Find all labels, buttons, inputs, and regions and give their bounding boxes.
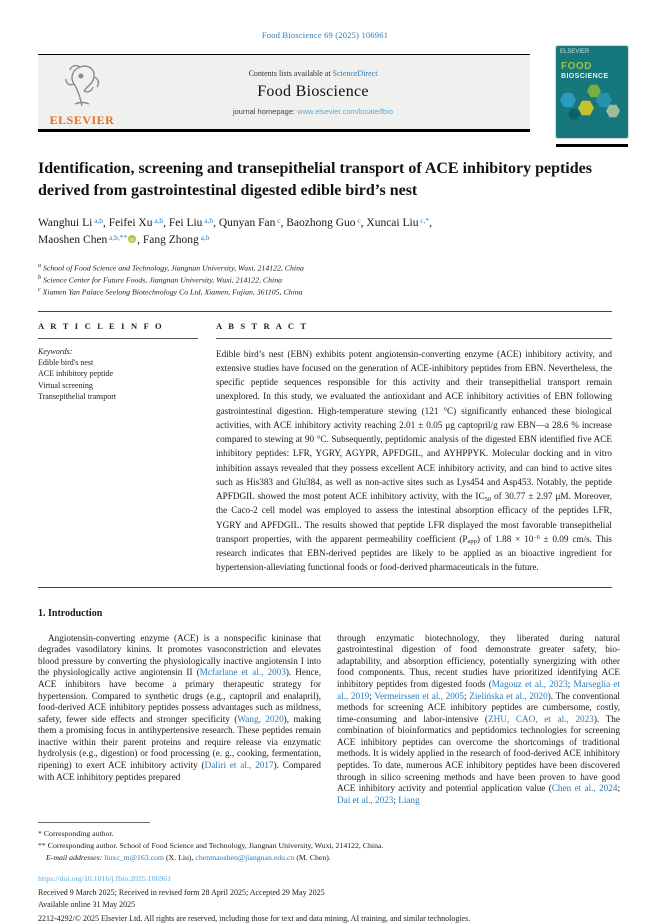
email-link[interactable]: chenmaoshen@jiangnan.edu.cn bbox=[195, 852, 295, 862]
elsevier-tree-icon bbox=[60, 57, 104, 114]
citation-link[interactable]: Vermeirssen et al., 2005 bbox=[374, 690, 465, 701]
doi-link[interactable]: https://doi.org/10.1016/j.fbio.2025.106961 bbox=[38, 873, 172, 883]
orcid-icon[interactable] bbox=[128, 235, 136, 243]
copyright-line: 2212-4292/© 2025 Elsevier Ltd. All rights are reserved, including those for text and data mining, AI training, and similar technologies. bbox=[38, 913, 471, 923]
text-segment: through enzymatic biotechnology, they liberated during natural gastrointestinal digestion of food demonstrate greater safety, bio-adaptability, and absorption efficiency, potentially synergizing with other food components. Thus, recent studies have prioritized identifying ACE inhibitory peptides from digested foods ( bbox=[337, 632, 620, 689]
text-segment: ; bbox=[393, 794, 399, 805]
article-info-rule bbox=[38, 338, 198, 339]
text-segment: , Feifei Xu bbox=[102, 217, 153, 230]
authors-part2a bbox=[38, 234, 127, 246]
citation-link[interactable]: Liang bbox=[398, 794, 420, 805]
masthead-box bbox=[38, 54, 530, 132]
abstract-rule bbox=[216, 338, 612, 339]
section-divider-rule bbox=[38, 587, 612, 588]
text-segment: , Baozhong Guo bbox=[280, 217, 356, 230]
citation-link[interactable]: Chen et al., 2024 bbox=[551, 783, 618, 794]
introduction-columns bbox=[38, 632, 621, 807]
affiliation-text: Xiamen Yan Palace Seelong Biotechnology Co Ltd, Xiamen, Fujian, 361105, China bbox=[42, 287, 303, 297]
text-segment: a,b bbox=[198, 232, 210, 242]
affiliation-marker: b bbox=[38, 274, 41, 281]
introduction-right-column bbox=[337, 633, 620, 807]
footnote-corresponding-2: ** Corresponding author. School of Food Science and Technology, Jiangnan University, Wuxi, 214122, China. bbox=[38, 841, 384, 851]
text-segment: ). The conventional methods for screening ACE inhibitory peptides are cumbersome, costly, time-consuming and labor-intensive ( bbox=[337, 690, 620, 724]
text-segment: c bbox=[275, 215, 281, 225]
text-segment: ± 0.09 cm/s. This research indicates that EBN-derived peptides are likely to be applied as an bioactive ingredient for hypertension-alleviating functional foods or food-derived pharmaceuticals in the future. bbox=[216, 533, 612, 573]
masthead bbox=[38, 49, 612, 132]
text-segment: −6 bbox=[533, 534, 540, 541]
citation-link[interactable]: Marseglia et al., 2019 bbox=[337, 678, 620, 701]
introduction-left-paragraph bbox=[38, 633, 321, 784]
cover-title bbox=[561, 62, 609, 80]
affiliations bbox=[38, 262, 612, 299]
text-segment: , Fang Zhong bbox=[137, 234, 199, 247]
text-segment: , Xuncai Liu bbox=[360, 217, 419, 230]
affiliation-marker: c bbox=[38, 287, 41, 294]
email-link[interactable]: liuxc_m@163.com bbox=[104, 852, 164, 862]
text-segment: c,* bbox=[418, 215, 430, 225]
received-line: Received 9 March 2025; Received in revised form 28 April 2025; Accepted 29 May 2025 bbox=[38, 887, 325, 897]
masthead-journal-title: Food Bioscience bbox=[257, 82, 369, 100]
text-segment: Angiotensin-converting enzyme (ACE) is a nonspecific kininase that degrades vasodilatory kinins. It promotes vasoconstriction and elevates blood pressure by converting the physiologically inactive angiotensin I into the physiologically active angiotensin II ( bbox=[38, 632, 321, 678]
footnote-rule bbox=[38, 822, 150, 823]
text-segment: ), making them a promising focus in antihypertensive research. These peptides remain inactive within their parent proteins and require release via enzymatic hydrolysis (e.g., digestion) or food processing (e. g., cooking, fermentation, ripening) to exert ACE inhibitory activity ( bbox=[38, 713, 322, 771]
text-segment: ; bbox=[567, 678, 574, 689]
text-segment: (X. Liu), bbox=[164, 852, 196, 862]
footnote-emails bbox=[38, 852, 612, 864]
text-segment: a,b bbox=[92, 215, 103, 225]
contents-line bbox=[249, 69, 378, 78]
cover-hexagon bbox=[568, 108, 580, 120]
affiliation-line bbox=[38, 286, 612, 298]
cover-underline-bar bbox=[556, 144, 628, 147]
keyword-item: ACE inhibitory peptide bbox=[38, 369, 114, 379]
keyword-item: Virtual screening bbox=[38, 380, 93, 390]
text-segment: 50 bbox=[484, 495, 492, 503]
affiliation-marker: a bbox=[38, 262, 41, 269]
affiliation-text: School of Food Science and Technology, Jiangnan University, Wuxi, 214122, China bbox=[43, 263, 304, 273]
citation-link[interactable]: Mcfarlane et al., 2003 bbox=[199, 667, 286, 678]
homepage-prefix: journal homepage: bbox=[232, 106, 298, 116]
introduction-right-paragraph bbox=[337, 633, 620, 807]
available-online-line: Available online 31 May 2025 bbox=[38, 899, 136, 909]
text-segment: ; bbox=[369, 690, 375, 701]
text-segment: (M. Chen). bbox=[294, 852, 331, 862]
citation-link[interactable]: ZHU, CAO, et al., 2023 bbox=[488, 713, 594, 724]
cover-hexagon bbox=[578, 100, 594, 116]
text-segment: Maoshen Chen bbox=[38, 234, 108, 247]
text-segment: , Fei Liu bbox=[163, 217, 203, 230]
text-segment: c bbox=[355, 215, 361, 225]
citation-link[interactable]: Daliri et al., 2017 bbox=[204, 760, 274, 771]
authors-part2b bbox=[137, 234, 209, 246]
elsevier-logo-text: ELSEVIER bbox=[49, 113, 115, 127]
cover-title-line1: FOOD bbox=[561, 61, 592, 72]
text-segment: Edible bird’s nest (EBN) exhibits potent angiotensin-converting enzyme (ACE) inhibitory activity, and extensive studies have focused on the generation of ACE-inhibitory peptides from EBN. Nevertheless, the specific peptide sequences responsible for this activity and their transepithelial transport remain unexplored. In this study, we evaluated the antioxidant and ACE inhibitory activities of EBN following gastrointestinal digestion. High-temperature stewing (121 °C) significantly enhanced these biological activities, with ACE inhibitory activity reaching 2.01 ± 0.05 μg captopril/g raw EBN—a 28.6 % increase compared to stewing at 90 °C. Subsequently, peptidomic analysis of the digested EBN identified five ACE inhibitory peptides: LFR, YGRY, AGYPR, APFDGIL, and AYHPPYK. Molecular docking and in vitro inhibition assays revealed that they possess excellent ACE inhibitory activity, and can bind to active sites such as His383 and Glu384, as well as non-active sites such as Lys454 and Asp453. Notably, the peptide APFDGIL showed the most potent ACE inhibitory activity, with the IC bbox=[216, 348, 612, 502]
cover-title-line2: BIOSCIENCE bbox=[561, 72, 609, 80]
footnote-corresponding-1: * Corresponding author. bbox=[38, 829, 114, 839]
abstract-heading: A B S T R A C T bbox=[216, 320, 309, 331]
elsevier-logo bbox=[38, 55, 126, 129]
text-segment: Wanghui Li bbox=[38, 217, 93, 230]
keywords-label: Keywords: bbox=[38, 346, 73, 356]
text-segment: a,b bbox=[152, 215, 164, 225]
masthead-center bbox=[126, 55, 530, 129]
citation-link[interactable]: Wang, 2020 bbox=[237, 713, 284, 724]
citation-link[interactable]: Magouz et al., 2023 bbox=[491, 678, 568, 689]
homepage-url-link[interactable]: www.elsevier.com/locate/fbio bbox=[297, 106, 394, 116]
abstract-column bbox=[216, 321, 612, 575]
affiliation-text: Science Center for Future Foods, Jiangnan University, Wuxi, 214122, China bbox=[43, 275, 282, 285]
article-title: Identification, screening and transepithelial transport of ACE inhibitory peptides derived from gastrointestinal digested edible bird’s nest bbox=[38, 160, 592, 199]
keyword-item: Edible bird's nest bbox=[38, 357, 94, 367]
authors-line bbox=[38, 215, 612, 250]
authors-part1 bbox=[38, 217, 432, 229]
text-segment: ; bbox=[464, 690, 470, 701]
text-segment: app bbox=[467, 538, 477, 546]
text-segment: a,b bbox=[202, 215, 214, 225]
introduction-left-column bbox=[38, 633, 321, 807]
text-segment: ). The combination of bioinformatics and peptidomics technologies for screening ACE inhibitory peptides can overcome the shortcomings of traditional methods. It is widely applied in the research of food-derived ACE inhibitory peptides. To date, numerous ACE inhibitory peptides have been discovered through in silico screening methods and have been proven to have good ACE inhibitory activity and potential application value ( bbox=[337, 713, 620, 794]
text-segment: of 30.77 ± 2.97 μM. Moreover, the Caco-2 cell model was employed to assess the intestinal absorption efficacy of the peptides LFR, YGRY and APFDGIL. The results showed that peptide LFR displayed the most favorable transepithelial transport properties, with the apparent permeability coefficient (P bbox=[216, 491, 612, 544]
affiliation-line bbox=[38, 262, 612, 274]
sciencedirect-link[interactable]: ScienceDirect bbox=[332, 68, 378, 78]
footnotes bbox=[38, 828, 612, 863]
citation-link[interactable]: Dai et al., 2023 bbox=[337, 794, 394, 805]
received-dates bbox=[38, 887, 612, 911]
article-info-column bbox=[38, 321, 198, 575]
article-info-heading: A R T I C L E I N F O bbox=[38, 320, 164, 331]
info-abstract-section bbox=[38, 311, 612, 575]
text-segment: , bbox=[429, 217, 432, 230]
text-segment: a,b,** bbox=[107, 232, 128, 242]
introduction-heading: 1. Introduction bbox=[38, 607, 103, 619]
cover-hexagon bbox=[560, 92, 576, 108]
text-segment: E-mail addresses: bbox=[46, 852, 105, 862]
abstract-text bbox=[216, 347, 612, 575]
cover-brand-text: ELSEVIER bbox=[560, 49, 590, 55]
text-segment: ). Hence, ACE inhibitors have become a primary therapeutic strategy for hypertension. Compared to synthetic drugs (e.g., captopril and enalapril), food-derived ACE inhibitory peptides possess advantages such as mildness, safety, fewer side effects and stronger specificity ( bbox=[38, 667, 322, 724]
contents-prefix: Contents lists available at bbox=[248, 68, 333, 78]
text-segment: ) of 1.88 × 10 bbox=[476, 533, 534, 544]
citation-link[interactable]: Zielińska et al., 2020 bbox=[469, 690, 548, 701]
text-segment: ). Compared with ACE inhibitory peptides prepared bbox=[38, 760, 321, 782]
homepage-line bbox=[233, 107, 393, 116]
text-segment: , Qunyan Fan bbox=[213, 217, 276, 230]
keyword-item: Transepithelial transport bbox=[38, 392, 117, 402]
journal-reference: Food Bioscience 69 (2025) 106961 bbox=[261, 30, 389, 40]
journal-cover-thumbnail[interactable] bbox=[556, 46, 628, 138]
affiliation-line bbox=[38, 274, 612, 286]
text-segment: ; bbox=[617, 783, 621, 794]
